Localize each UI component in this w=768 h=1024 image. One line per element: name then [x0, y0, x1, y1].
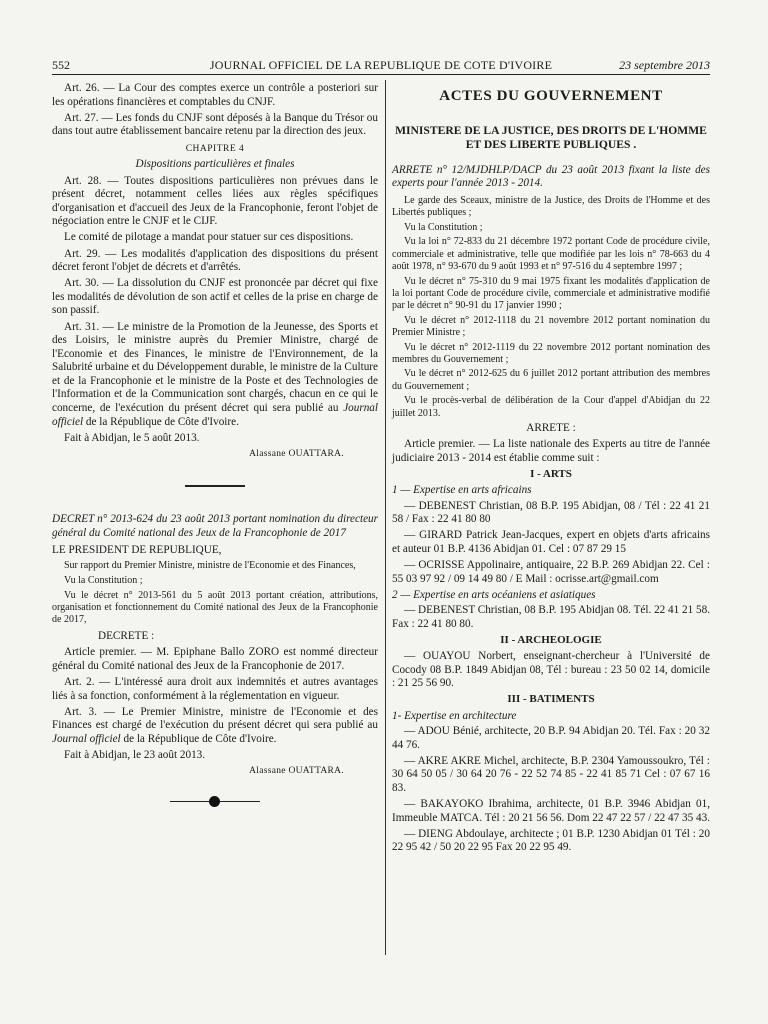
expert-entry: — DEBENEST Christian, 08 B.P. 195 Abidjan, 08 / Tél : 22 41 21 58 / Fax : 22 41 80 80 — [392, 499, 710, 526]
expert-entry: — ADOU Bénié, architecte, 20 B.P. 94 Abidjan 20. Tél. Fax : 20 32 44 76. — [392, 725, 710, 751]
fait-a-abidjan-1: Fait à Abidjan, le 5 août 2013. — [64, 431, 200, 444]
actes-heading: ACTES DU GOUVERNEMENT — [439, 88, 663, 104]
article-28: Art. 28. — Toutes dispositions particulières non prévues dans le présent décret, notamment celles liées aux règles spécifiques d'organisation et d'accueil des Jeux de la Francophonie, feront l'objet de négociation entre le CNJF et le CIJF. — [52, 174, 378, 228]
vu-decret-4: Vu le décret n° 2012-625 du 6 juillet 2012 portant attribution des membres du Gouvernement ; — [392, 368, 710, 392]
article-28-comite: Le comité de pilotage a mandat pour statuer sur ces dispositions. — [64, 231, 354, 244]
journal-title: JOURNAL OFFICIEL DE LA REPUBLIQUE DE COTE D'IVOIRE — [209, 58, 553, 72]
vu-constitution: Vu la Constitution ; — [64, 574, 143, 586]
expert-entry: — GIRARD Patrick Jean-Jacques, expert en objets d'arts africains et auteur 01 B.P. 4136 Abidjan 01. Cel : 07 87 29 15 — [392, 529, 710, 555]
section-separator — [185, 485, 245, 487]
article-premier: Article premier. — M. Epiphane Ballo ZORO est nommé directeur général du Comité national des Jeux de la Francophonie de 2017. — [52, 646, 378, 672]
expert-entry: — DEBENEST Christian, 08 B.P. 195 Abidjan 08. Tél. 22 41 21 58. Fax : 22 41 80 80. — [392, 604, 711, 630]
column-divider — [385, 80, 386, 955]
page-number: 552 — [52, 58, 70, 72]
vu-decret-3: Vu le décret n° 2012-1119 du 22 novembre 2012 portant nomination des membres du Gouvernement ; — [392, 341, 710, 365]
ministere-heading: MINISTERE DE LA JUSTICE, DES DROITS DE L'HOMME ET DES LIBERTE PUBLIQUES . — [395, 123, 707, 151]
vu-constitution-r: Vu la Constitution ; — [404, 221, 483, 233]
page-header — [52, 56, 710, 75]
expert-entry: — BAKAYOKO Ibrahima, architecte, 01 B.P. 3946 Abidjan 01, Immeuble MATCA. Tél : 20 21 56 56. Dom 22 47 22 57 / 22 47 35 43. — [392, 798, 711, 824]
expert-entry: — OCRISSE Appolinaire, antiquaire, 22 B.P. 269 Abidjan 22. Cel : 55 03 97 92 / 09 14 49 80 / E Mail : ocrisse.art@gmail.com — [392, 559, 710, 585]
vu-decret-2: Vu le décret n° 2012-1118 du 21 novembre 2012 portant nomination du Premier Ministre ; — [392, 314, 710, 338]
expert-entry: — DIENG Abdoulaye, architecte ; 01 B.P. 1230 Abidjan 01 Tél : 20 22 95 42 / 50 20 22 95 Fax 20 22 95 49. — [392, 827, 710, 854]
article-30: Art. 30. — La dissolution du CNJF est prononcée par décret qui fixe les modalités de dévolution de son actif et celles de la prise en charge de son passif. — [52, 277, 378, 317]
expert-entry: — AKRE AKRE Michel, architecte, B.P. 2304 Yamoussoukro, Tél : 30 64 50 05 / 30 64 20 76 - 22 52 74 85 - 22 41 85 71 Cel : 07 67 16 83. — [392, 754, 710, 794]
article-31: Art. 31. — Le ministre de la Promotion de la Jeunesse, des Sports et des Loisirs, le ministre auprès du Premier Ministre, chargé de l'Economie et des Finances, le ministre de l'Environnement, de la Salubrité urbaine et du Développement durable, le ministre de la Culture et de la Francophonie et le ministre de la Poste et des Technologies de l'Information et de la Communication sont chargés, chacun en ce qui le concerne, de l'exécution du présent décret qui sera publié au Journal officiel de la République de Côte d'Ivoire. — [52, 320, 378, 428]
left-column — [52, 82, 378, 802]
vu-decret: Vu le décret n° 2013-561 du 5 août 2013 portant création, attributions, organisation et fonctionnement du Comité national des Jeux de la Francophonie de 2017, — [52, 589, 378, 626]
subsection-arts-oceaniens: 2 — Expertise en arts océaniens et asiatiques — [392, 588, 596, 601]
vu-proces-verbal: Vu le procès-verbal de délibération de la Cour d'appel d'Abidjan du 22 juillet 2013. — [392, 395, 710, 419]
ornament-dot-icon — [209, 796, 220, 807]
subsection-arts-africains: 1 — Expertise en arts africains — [392, 484, 532, 497]
garde-des-sceaux: Le garde des Sceaux, ministre de la Justice, des Droits de l'Homme et des Libertés publiques ; — [392, 194, 710, 218]
article-29: Art. 29. — Les modalités d'application des dispositions du présent décret feront l'objet de décrets et d'arrêtés. — [52, 247, 378, 274]
expert-entry: — OUAYOU Norbert, enseignant-chercheur à l'Université de Cocody 08 B.P. 1849 Abidjan 08, Tél : bureau : 23 50 02 14, domicile : 21 25 56 90. — [392, 650, 710, 690]
article-2: Art. 2. — L'intéressé aura droit aux indemnités et autres avantages liés à sa fonction, conformément à la réglementation en vigueur. — [52, 676, 378, 702]
arrete-title: ARRETE n° 12/MJDHLP/DACP du 23 août 2013 fixant la liste des experts pour l'année 2013 - 2014. — [392, 163, 710, 190]
section-batiments: III - BATIMENTS — [507, 693, 595, 706]
article-premier-r: Article premier. — La liste nationale des Experts au titre de l'année judiciaire 2013 - 2014 est établie comme suit : — [392, 438, 710, 464]
vu-loi: Vu la loi n° 72-833 du 21 décembre 1972 portant Code de procédure civile, commerciale et administrative, telle que modifiée par les lois n° 78-663 du 4 août 1978, n° 93-670 du 9 août 1993 et n° 97-516 du 4 septembre 1997 ; — [392, 236, 710, 272]
fait-a-abidjan-2: Fait à Abidjan, le 23 août 2013. — [64, 748, 206, 761]
article-3: Art. 3. — Le Premier Ministre, ministre de l'Economie et des Finances est chargé de l'exécution du présent décret qui sera publié au Journal officiel de la République de Côte d'Ivoire. — [52, 705, 378, 745]
signature-1: Alassane OUATTARA. — [249, 448, 344, 459]
right-column — [392, 82, 710, 857]
sur-rapport: Sur rapport du Premier Ministre, ministre de l'Economie et des Finances, — [64, 560, 356, 572]
chapter-title: Dispositions particulières et finales — [135, 158, 295, 171]
decret-title: DECRET n° 2013-624 du 23 août 2013 portant nomination du directeur général du Comité national des Jeux de la Francophonie de 2017 — [52, 512, 378, 539]
arrete-heading: ARRETE : — [526, 422, 576, 435]
chapter-heading: CHAPITRE 4 — [185, 143, 245, 154]
issue-date: 23 septembre 2013 — [619, 58, 710, 72]
president-heading: LE PRESIDENT DE REPUBLIQUE, — [52, 544, 222, 557]
signature-2: Alassane OUATTARA. — [249, 766, 344, 777]
end-ornament — [170, 801, 260, 802]
article-27: Art. 27. — Les fonds du CNJF sont déposés à la Banque du Trésor ou dans tout autre établissement bancaire retenu par la direction des jeux. — [52, 111, 378, 138]
article-26: Art. 26. — La Cour des comptes exerce un contrôle a posteriori sur les opérations financières et comptables du CNJF. — [52, 82, 378, 108]
section-arts: I - ARTS — [530, 468, 572, 481]
vu-decret-1: Vu le décret n° 75-310 du 9 mai 1975 fixant les modalités d'application de la loi portant Code de procédure civile, commerciale et administrative modifié par le décret n° 90-91 du 17 janvier 1990 ; — [392, 275, 710, 311]
section-archeologie: II - ARCHEOLOGIE — [500, 634, 602, 647]
subsection-architecture: 1- Expertise en architecture — [392, 709, 517, 722]
decrete-heading: DECRETE : — [98, 630, 155, 643]
